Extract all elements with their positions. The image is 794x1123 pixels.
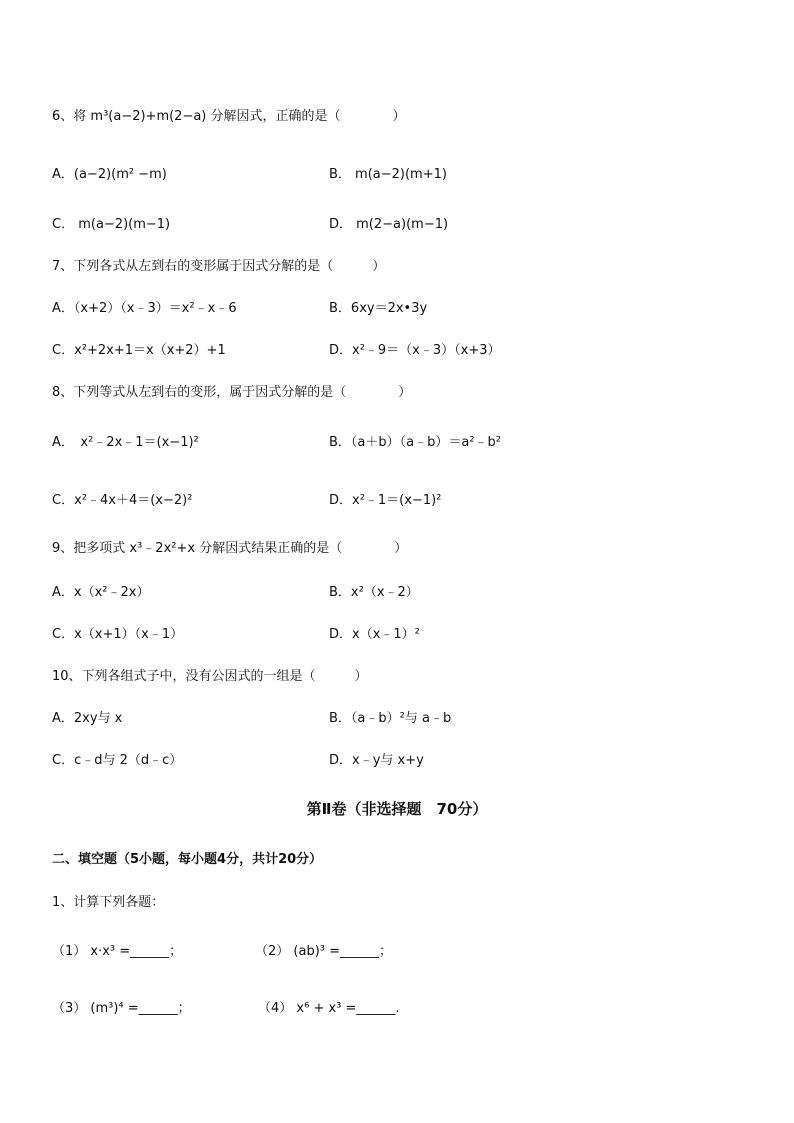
fill-question-1-part-3: （3） (m³)⁴ =______；	[52, 1001, 191, 1016]
question-6-option-c: C． m(a−2)(m−1)	[52, 217, 171, 232]
section-2-title: 二、填空题（5小题，每小题4分，共计20分）	[52, 852, 323, 867]
question-7-stem: 7、下列各式从左到右的变形属于因式分解的是（ ）	[52, 259, 386, 274]
question-8-option-b: B．（a＋b）（a﹣b）＝a²﹣b²	[329, 435, 501, 450]
question-6-stem: 6、将 m³(a−2)+m(2−a) 分解因式，正确的是（ ）	[52, 109, 406, 124]
question-9-option-c: C．x（x+1）（x﹣1）	[52, 627, 184, 642]
question-8-option-c: C．x²﹣4x＋4＝(x−2)²	[52, 493, 193, 508]
fill-question-1-part-1: （1） x·x³ =______；	[52, 944, 183, 959]
question-7-option-d: D．x²﹣9＝（x﹣3）（x+3）	[329, 343, 501, 358]
fill-question-1-part-2: （2） (ab)³ =______；	[255, 944, 393, 959]
question-9-option-a: A．x（x²﹣2x）	[52, 585, 150, 600]
question-10-option-d: D．x﹣y与 x+y	[329, 753, 424, 768]
question-10-stem: 10、下列各组式子中，没有公因式的一组是（ ）	[52, 669, 368, 684]
question-9-option-b: B．x²（x﹣2）	[329, 585, 419, 600]
question-7-option-a: A．（x+2）（x﹣3）＝x²﹣x﹣6	[52, 301, 237, 316]
question-6-option-b: B． m(a−2)(m+1)	[329, 167, 447, 182]
fill-question-1-stem: 1、计算下列各题：	[52, 895, 165, 910]
question-8-option-d: D．x²﹣1＝(x−1)²	[329, 493, 442, 508]
question-8-stem: 8、下列等式从左到右的变形，属于因式分解的是（ ）	[52, 385, 412, 400]
question-6-option-d: D． m(2−a)(m−1)	[329, 217, 449, 232]
question-7-option-c: C．x²+2x+1＝x（x+2）+1	[52, 343, 226, 358]
question-9-stem: 9、把多项式 x³﹣2x²+x 分解因式结果正确的是（ ）	[52, 541, 408, 556]
question-10-option-c: C．c﹣d与 2（d﹣c）	[52, 753, 183, 768]
question-10-option-a: A．2xy与 x	[52, 711, 123, 726]
question-8-option-a: A． x²﹣2x﹣1＝(x−1)²	[52, 435, 199, 450]
question-6-option-a: A．(a−2)(m² −m)	[52, 167, 167, 182]
fill-question-1-part-4: （4） x⁶ + x³ =______.	[258, 1001, 400, 1016]
question-10-option-b: B．（a﹣b）²与 a﹣b	[329, 711, 452, 726]
question-7-option-b: B．6xy＝2x•3y	[329, 301, 428, 316]
question-9-option-d: D．x（x﹣1）²	[329, 627, 420, 642]
part-2-title: 第Ⅱ卷（非选择题 70分）	[306, 800, 488, 818]
